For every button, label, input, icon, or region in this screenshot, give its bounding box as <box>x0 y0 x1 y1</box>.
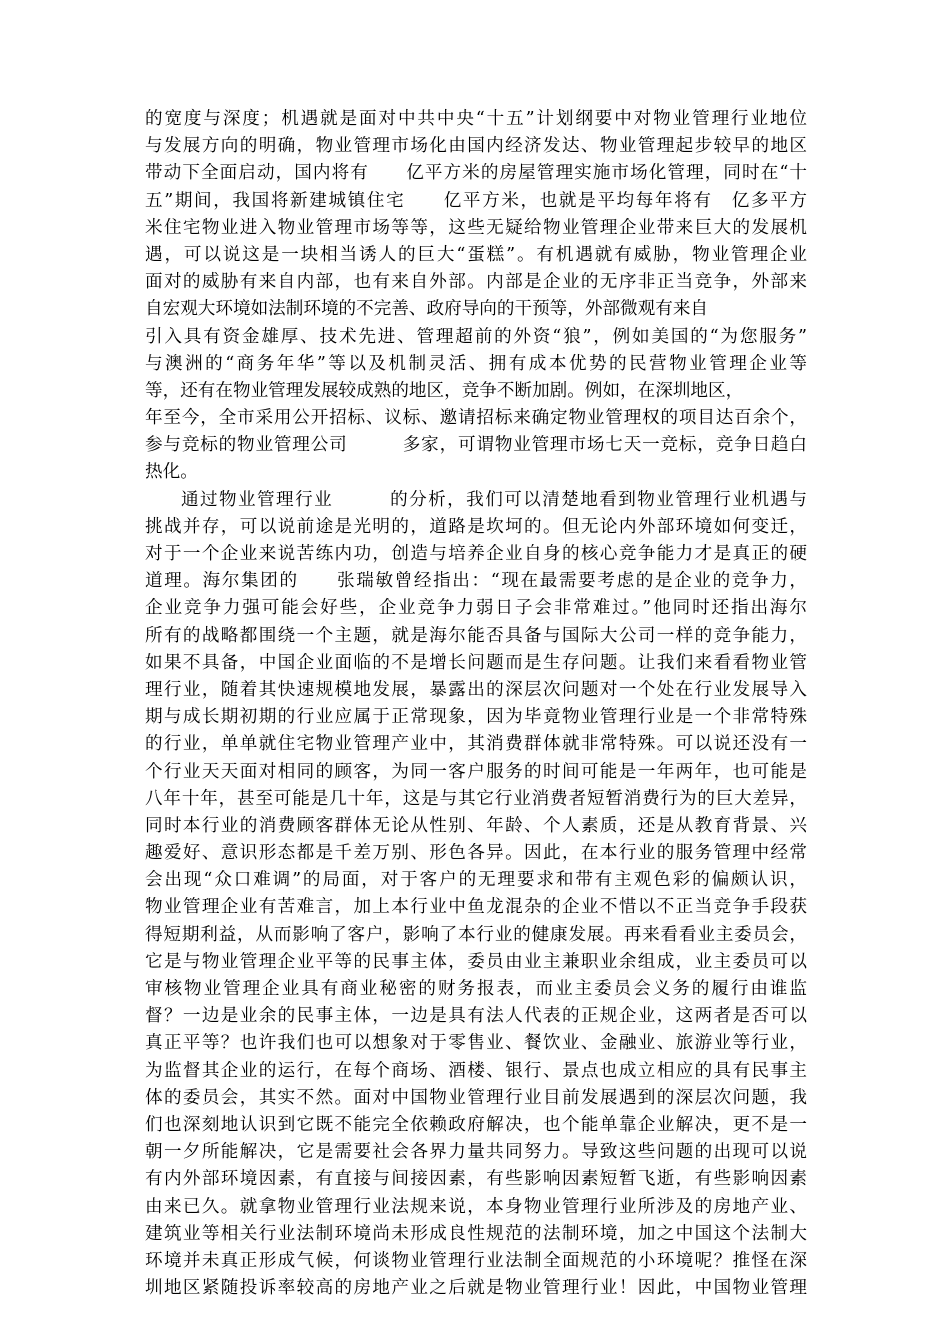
document-page <box>145 106 807 1302</box>
text-line: 们也深刻地认识到它既不能完全依赖政府解决，也个能单靠企业解决，更不是一 <box>145 1114 807 1135</box>
text-line: 如果不具备，中国企业面临的不是增长问题而是生存问题。让我们来看看物业管 <box>145 652 807 673</box>
text-line: 由来已久。就拿物业管理行业法规来说，本身物业管理行业所涉及的房地产业、 <box>145 1196 807 1217</box>
text-line: 物业管理企业有苦难言，加上本行业中鱼龙混杂的企业不惜以不正当竞争手段获 <box>145 897 807 918</box>
text-line: 挑战并存，可以说前途是光明的，道路是坎坷的。但无论内外部环境如何变迁， <box>145 516 807 537</box>
text-line: 米住宅物业进入物业管理市场等等，这些无疑给物业管理企业带来巨大的发展机 <box>145 217 807 238</box>
text-line: 企业竞争力强可能会好些，企业竞争力弱日子会非常难过。”他同时还指出海尔 <box>145 598 807 619</box>
text-line: 热化。 <box>145 462 198 483</box>
text-line: 五”期间，我国将新建城镇住宅 亿平方米，也就是平均每年将有 亿多平方 <box>145 190 807 211</box>
text-line: 理行业，随着其快速规模地发展，暴露出的深层次问题对一个处在行业发展导入 <box>145 679 807 700</box>
text-line: 建筑业等相关行业法制环境尚未形成良性规范的法制环境，加之中国这个法制大 <box>145 1223 807 1244</box>
text-line: 八年十年，甚至可能是几十年，这是与其它行业消费者短暂消费行为的巨大差异， <box>145 788 807 809</box>
text-line: 所有的战略都围绕一个主题，就是海尔能否具备与国际大公司一样的竞争能力， <box>145 625 807 646</box>
text-line: 对于一个企业来说苦练内功，创造与培养企业自身的核心竞争能力才是真正的硬 <box>145 544 807 564</box>
text-line: 带动下全面启动，国内将有 亿平方米的房屋管理实施市场化管理，同时在“十 <box>145 163 807 184</box>
text-line: 它是与物业管理企业平等的民事主体，委员由业主兼职业余组成，业主委员可以 <box>145 951 807 972</box>
text-line: 督？一边是业余的民事主体，一边是具有法人代表的正规企业，这两者是否可以 <box>145 1006 807 1027</box>
text-line: 体的委员会，其实不然。面对中国物业管理行业目前发展遇到的深层次问题，我 <box>145 1087 807 1108</box>
text-line: 年至今，全市采用公开招标、议标、邀请招标来确定物业管理权的项目达百余个， <box>145 408 807 429</box>
text-line: 参与竞标的物业管理公司 多家，可谓物业管理市场七天一竞标，竞争日趋白 <box>145 435 807 456</box>
text-line: 审核物业管理企业具有商业秘密的财务报表，而业主委员会义务的履行由谁监 <box>145 979 807 999</box>
text-line: 与澳洲的“商务年华”等以及机制灵活、拥有成本优势的民营物业管理企业等 <box>145 353 807 374</box>
text-line: 的宽度与深度；机遇就是面对中共中央“十五”计划纲要中对物业管理行业地位 <box>145 109 807 129</box>
text-line: 面对的威胁有来自内部，也有来自外部。内部是企业的无序非正当竞争，外部来 <box>145 272 807 293</box>
text-line: 自宏观大环境如法制环境的不完善、政府导向的干预等，外部微观有来自 <box>145 299 709 320</box>
text-line: 的行业，单单就住宅物业管理产业中，其消费群体就非常特殊。可以说还没有一 <box>145 734 807 755</box>
text-line: 趣爱好、意识形态都是千差万别、形色各异。因此，在本行业的服务管理中经常 <box>145 843 807 864</box>
text-line: 得短期利益，从而影响了客户，影响了本行业的健康发展。再来看看业主委员会， <box>145 924 807 945</box>
text-line: 会出现“众口难调”的局面，对于客户的无理要求和带有主观色彩的偏颇认识， <box>145 870 807 891</box>
text-line: 个行业天天面对相同的顾客，为同一客户服务的时间可能是一年两年，也可能是 <box>145 761 807 782</box>
text-line: 道理。海尔集团的 张瑞敏曾经指出：“现在最需要考虑的是企业的竞争力， <box>145 571 807 592</box>
text-line: 有内外部环境因素，有直接与间接因素，有些影响因素短暂飞逝，有些影响因素 <box>145 1169 807 1190</box>
text-line: 等，还有在物业管理发展较成熟的地区，竞争不断加剧。例如，在深圳地区， <box>145 380 744 401</box>
text-line: 朝一夕所能解决，它是需要社会各界力量共同努力。导致这些问题的出现可以说 <box>145 1142 807 1163</box>
text-line: 为监督其企业的运行，在每个商场、酒楼、银行、景点也成立相应的具有民事主 <box>145 1060 807 1081</box>
text-line: 真正平等？也许我们也可以想象对于零售业、餐饮业、金融业、旅游业等行业， <box>145 1033 807 1054</box>
text-line: 遇，可以说这是一块相当诱人的巨大“蛋糕”。有机遇就有威胁，物业管理企业 <box>145 244 807 265</box>
text-line: 通过物业管理行业 的分析，我们可以清楚地看到物业管理行业机遇与 <box>181 489 807 510</box>
text-line: 引入具有资金雄厚、技术先进、管理超前的外资“狼”，例如美国的“为您服务” <box>145 326 807 347</box>
text-line: 环境并未真正形成气候，何谈物业管理行业法制全面规范的小环境呢？推怪在深 <box>145 1250 807 1271</box>
text-line: 圳地区紧随投诉率较高的房地产业之后就是物业管理行业！因此，中国物业管理 <box>145 1278 807 1299</box>
text-line: 同时本行业的消费顾客群体无论从性别、年龄、个人素质，还是从教育背景、兴 <box>145 815 807 836</box>
text-line: 与发展方向的明确，物业管理市场化由国内经济发达、物业管理起步较早的地区 <box>145 136 807 157</box>
text-line: 期与成长期初期的行业应属于正常现象，因为毕竟物业管理行业是一个非常特殊 <box>145 707 807 728</box>
